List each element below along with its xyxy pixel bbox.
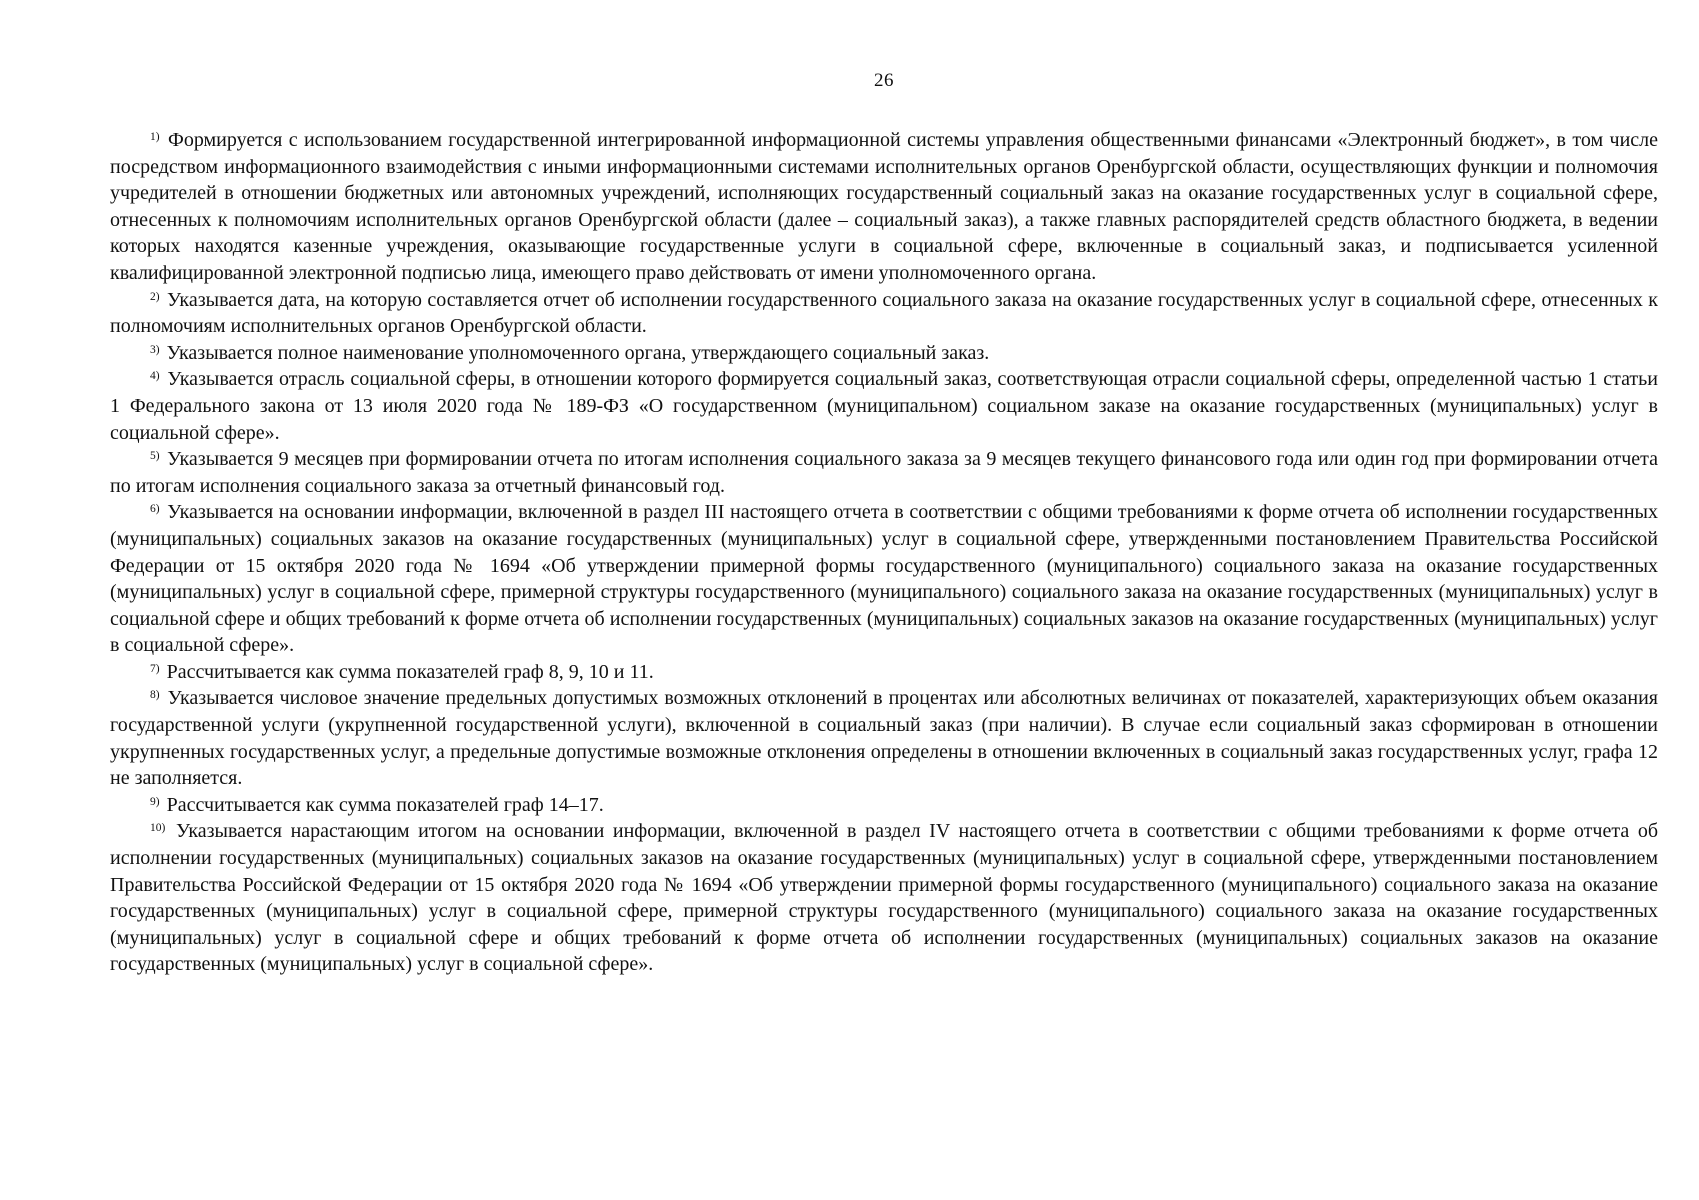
footnote-marker: 2) xyxy=(150,290,160,303)
footnote-text: Рассчитывается как сумма показателей граф 14–17. xyxy=(166,793,604,816)
footnote-10 xyxy=(110,818,1658,978)
footnote-marker: 6) xyxy=(150,503,160,516)
footnote-marker: 5) xyxy=(150,450,160,463)
footnote-1 xyxy=(110,127,1658,287)
footnotes-list xyxy=(110,127,1658,978)
footnote-text: Формируется с использованием государственной интегрированной информационной системы управления общественными финансами «Электронный бюджет», в том числе посредством информационного взаимодействия с иными информационными системами исполнительных органов Оренбургской области, осуществляющих функции и полномочия учредителей в отношении бюджетных или автономных учреждений, исполняющих государственный социальный заказ на оказание государственных услуг в социальной сфере, отнесенных к полномочиям исполнительных органов Оренбургской области (далее – социальный заказ), а также главных распорядителей средств областного бюджета, в ведении которых находятся казенные учреждения, оказывающие государственные услуги в социальной сфере, включенные в социальный заказ, и подписывается усиленной квалифицированной электронной подписью лица, имеющего право действовать от имени уполномоченного органа. xyxy=(110,129,1659,284)
footnote-5 xyxy=(110,446,1658,499)
footnote-7 xyxy=(110,659,1658,686)
footnote-6 xyxy=(110,499,1658,659)
footnote-text: Рассчитывается как сумма показателей граф 8, 9, 10 и 11. xyxy=(166,660,654,683)
footnote-marker: 3) xyxy=(150,343,160,356)
footnote-4 xyxy=(110,366,1658,446)
footnote-text: Указывается 9 месяцев при формировании отчета по итогам исполнения социального заказа за 9 месяцев текущего финансового года или один год при формировании отчета по итогам исполнения социального заказа за отчетный финансовый год. xyxy=(110,448,1659,497)
footnote-text: Указывается дата, на которую составляется отчет об исполнении государственного социального заказа на оказание государственных услуг в социальной сфере, отнесенных к полномочиям исполнительных органов Оренбургской области. xyxy=(110,288,1658,338)
footnote-text: Указывается нарастающим итогом на основании информации, включенной в раздел IV настоящего отчета в соответствии с общими требованиями к форме отчета об исполнении государственных (муниципальных) социальных заказов на оказание государственных (муниципальных) услуг в социальной сфере, утвержденными постановлением Правительства Российской Федерации от 15 октября 2020 года № 1694 «Об утверждении примерной формы государственного (муниципального) социального заказа на оказание государственных (муниципальных) услуг в социальной сфере, примерной структуры государственного (муниципального) социального заказа на оказание государственных (муниципальных) услуг в социальной сфере и общих требований к форме отчета об исполнении государственных (муниципальных) социальных заказов на оказание государственных (муниципальных) услуг в социальной сфере». xyxy=(110,820,1658,976)
footnote-text: Указывается полное наименование уполномоченного органа, утверждающего социальный заказ. xyxy=(166,341,990,364)
footnote-3 xyxy=(110,340,1658,367)
footnote-marker: 8) xyxy=(150,689,160,702)
footnote-text: Указывается на основании информации, включенной в раздел III настоящего отчета в соответствии с общими требованиями к форме отчета об исполнении государственных (муниципальных) социальных заказов на оказание государственных (муниципальных) услуг в социальной сфере, утвержденными постановлением Правительства Российской Федерации от 15 октября 2020 года № 1694 «Об утверждении примерной формы государственного (муниципального) социального заказа на оказание государственных (муниципальных) услуг в социальной сфере, примерной структуры государственного (муниципального) социального заказа на оказание государственных (муниципальных) услуг в социальной сфере и общих требований к форме отчета об исполнении государственных (муниципальных) социальных заказов на оказание государственных (муниципальных) услуг в социальной сфере». xyxy=(110,501,1658,657)
document-page xyxy=(110,70,1658,1180)
footnote-marker: 1) xyxy=(150,131,160,143)
footnote-marker: 9) xyxy=(150,795,160,808)
footnote-9 xyxy=(110,792,1658,819)
footnote-marker: 4) xyxy=(150,370,160,383)
footnote-2 xyxy=(110,287,1658,340)
footnote-8 xyxy=(110,685,1658,791)
page-number: 26 xyxy=(874,70,894,91)
footnote-marker: 10) xyxy=(150,822,166,835)
footnote-text: Указывается отрасль социальной сферы, в отношении которого формируется социальный заказ, соответствующая отрасли социальной сферы, определенной частью 1 статьи 1 Федерального закона от 13 июля 2020 года № 189-ФЗ «О государственном (муниципальном) социальном заказе на оказание государственных (муниципальных) услуг в социальной сфере». xyxy=(110,368,1658,444)
footnote-text: Указывается числовое значение предельных допустимых возможных отклонений в процентах или абсолютных величинах от показателей, характеризующих объем оказания государственной услуги (укрупненной государственной услуги), включенной в социальный заказ (при наличии). В случае если социальный заказ сформирован в отношении укрупненных государственных услуг, а предельные допустимые возможные отклонения определены в отношении включенных в социальный заказ государственных услуг, графа 12 не заполняется. xyxy=(110,687,1658,790)
footnote-marker: 7) xyxy=(150,662,160,675)
